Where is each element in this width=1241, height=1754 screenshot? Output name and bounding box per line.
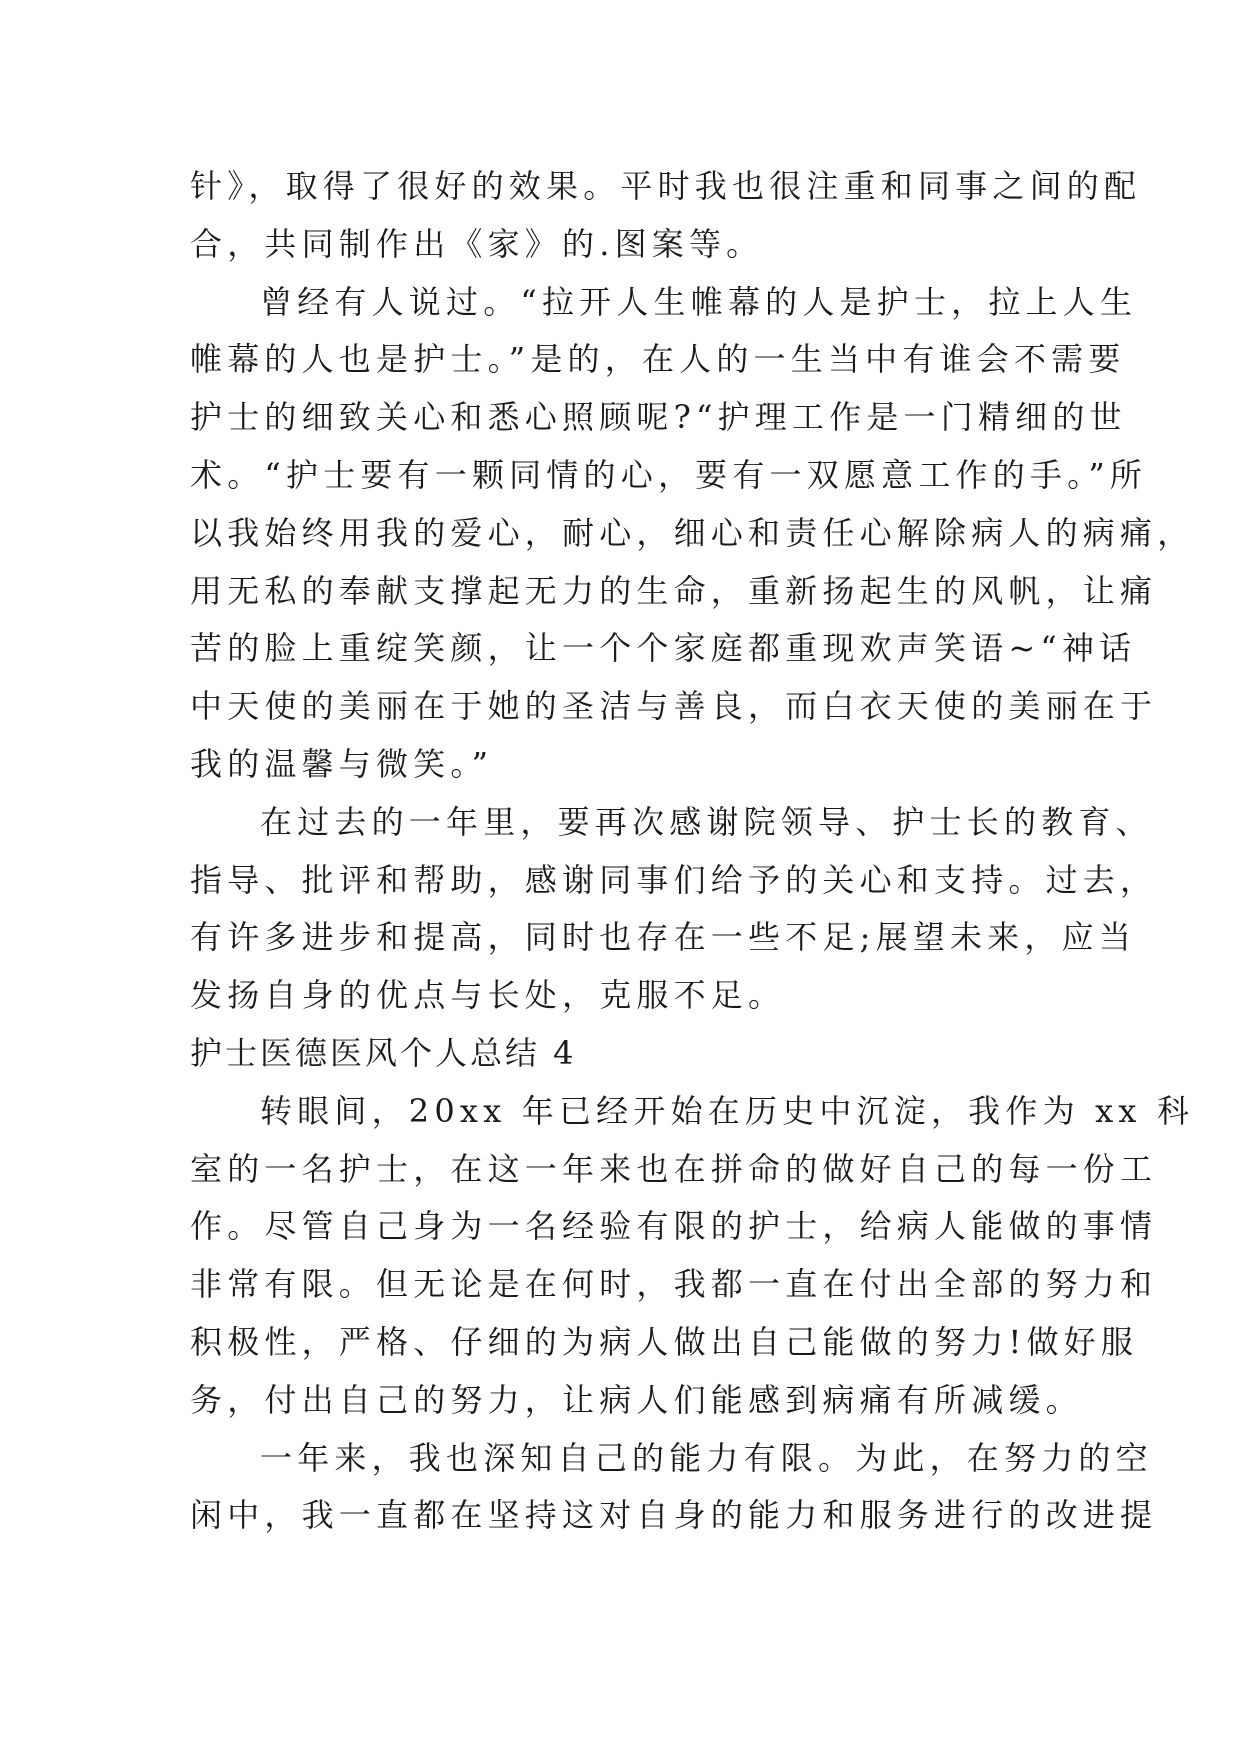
text-line: 务，付出自己的努力，让病人们能感到病痛有所减缓。 — [190, 1380, 1083, 1419]
text-line: 护士的细致关心和悉心照顾呢?“护理工作是一门精细的世 — [190, 398, 1127, 437]
text-line: 中天使的美丽在于她的圣洁与善良，而白衣天使的美丽在于 — [190, 687, 1158, 726]
text-line: 术。“护士要有一颗同情的心，要有一双愿意工作的手。”所 — [190, 455, 1148, 494]
text-line: 帷幕的人也是护士。”是的，在人的一生当中有谁会不需要 — [190, 340, 1126, 379]
text-line: 积极性，严格、仔细的为病人做出自己能做的努力!做好服 — [190, 1322, 1139, 1361]
section-heading: 护士医德医风个人总结 4 — [190, 1033, 577, 1072]
text-line: 一年来，我也深知自己的能力有限。为此，在努力的空 — [260, 1438, 1153, 1477]
text-line: 有许多进步和提高，同时也存在一些不足;展望未来，应当 — [190, 918, 1136, 957]
text-line: 合，共同制作出《家》的.图案等。 — [190, 224, 764, 263]
text-line: 发扬自身的优点与长处，克服不足。 — [190, 976, 786, 1015]
text-line: 闲中，我一直都在坚持这对自身的能力和服务进行的改进提 — [190, 1496, 1158, 1535]
document-body — [190, 158, 1195, 1545]
text-line: 用无私的奉献支撑起无力的生命，重新扬起生的风帆，让痛 — [190, 571, 1158, 610]
text-line: 我的温馨与微笑。” — [190, 744, 494, 783]
text-line: 针》，取得了很好的效果。平时我也很注重和同事之间的配 — [190, 167, 1142, 205]
text-line: 指导、批评和帮助，感谢同事们给予的关心和支持。过去， — [190, 860, 1158, 899]
text-line: 苦的脸上重绽笑颜，让一个个家庭都重现欢声笑语~“神话 — [190, 629, 1137, 668]
text-line: 非常有限。但无论是在何时，我都一直在付出全部的努力和 — [190, 1265, 1158, 1304]
text-line: 在过去的一年里，要再次感谢院领导、护士长的教育、 — [260, 802, 1153, 841]
text-line: 以我始终用我的爱心，耐心，细心和责任心解除病人的病痛， — [190, 513, 1195, 552]
text-line: 转眼间，20xx 年已经开始在历史中沉淀，我作为 xx 科 — [260, 1091, 1195, 1130]
text-line: 曾经有人说过。“拉开人生帷幕的人是护士，拉上人生 — [260, 282, 1138, 321]
text-line: 室的一名护士，在这一年来也在拼命的做好自己的每一份工 — [190, 1149, 1158, 1188]
text-line: 作。尽管自己身为一名经验有限的护士，给病人能做的事情 — [190, 1207, 1158, 1246]
